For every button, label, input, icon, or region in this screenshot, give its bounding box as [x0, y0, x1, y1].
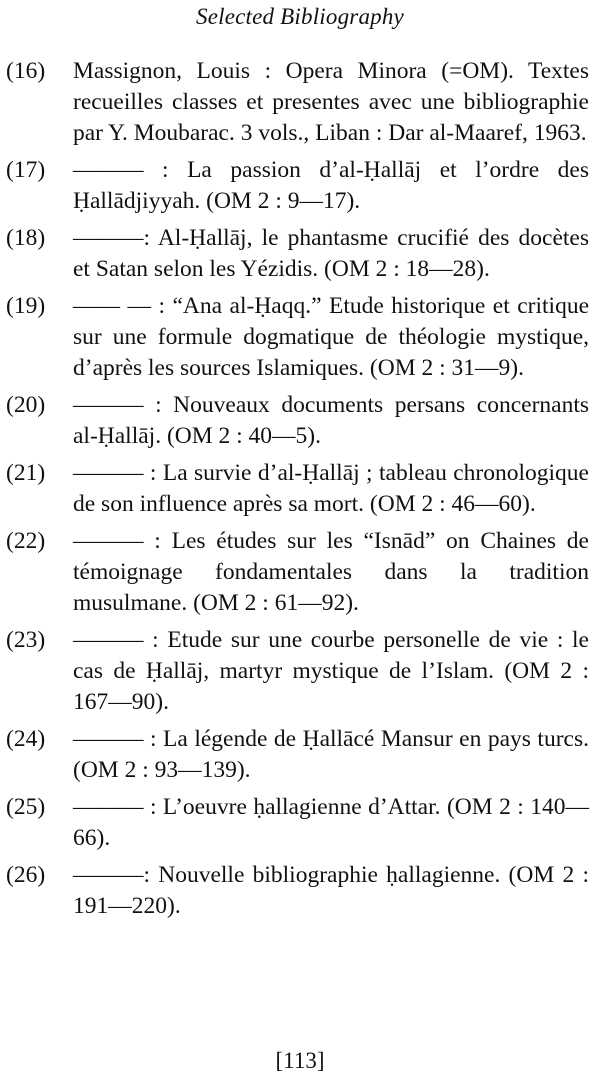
entry-text: ——— : Les études sur les “Isnād” on Chaines de témoignage fondamentales dans la tradition musulmane. (OM 2 : 61—92). — [73, 528, 589, 616]
entry-text: ——— : Etude sur une courbe personelle de vie : le cas de Ḥallāj, martyr mystique de l’Islam. (OM 2 : 167—90). — [73, 627, 589, 715]
entry-number: (21) — [6, 460, 46, 486]
bibliography-list — [0, 56, 600, 928]
entry-number: (22) — [6, 528, 46, 554]
bibliography-entry — [0, 625, 600, 718]
bibliography-entry — [0, 223, 600, 285]
bibliography-entry — [0, 56, 600, 149]
entry-text: ———: Al-Ḥallāj, le phantasme crucifié des docètes et Satan selon les Yézidis. (OM 2 : 18—28). — [73, 225, 589, 282]
entry-text: ——— : L’oeuvre ḥallagienne d’Attar. (OM 2 : 140—66). — [73, 794, 589, 851]
entry-text: ———: Nouvelle bibliographie ḥallagienne. (OM 2 : 191—220). — [73, 862, 589, 919]
entry-number: (25) — [6, 794, 46, 820]
entry-text: ——— : La passion d’al-Ḥallāj et l’ordre des Ḥallādjiyyah. (OM 2 : 9—17). — [73, 157, 589, 214]
bibliography-entry — [0, 458, 600, 520]
bibliography-entry — [0, 155, 600, 217]
entry-number: (20) — [6, 392, 46, 418]
entry-number: (26) — [6, 862, 46, 888]
bibliography-entry — [0, 526, 600, 619]
running-head: Selected Bibliography — [196, 4, 404, 29]
entry-number: (16) — [6, 58, 46, 84]
entry-text: Massignon, Louis : Opera Minora (=OM). Textes recueilles classes et presentes avec une bibliographie par Y. Moubarac. 3 vols., Liban : Dar al-Maaref, 1963. — [73, 58, 589, 146]
entry-text: ——— : Nouveaux documents persans concernants al-Ḥallāj. (OM 2 : 40—5). — [73, 392, 589, 449]
entry-number: (18) — [6, 225, 46, 251]
entry-number: (19) — [6, 293, 46, 319]
bibliography-entry — [0, 792, 600, 854]
page-number: [113] — [275, 1048, 325, 1073]
entry-text: ——— : La légende de Ḥallācé Mansur en pays turcs. (OM 2 : 93—139). — [73, 726, 589, 783]
bibliography-entry — [0, 724, 600, 786]
entry-number: (17) — [6, 157, 46, 183]
entry-number: (24) — [6, 726, 46, 752]
bibliography-entry — [0, 390, 600, 452]
bibliography-entry — [0, 291, 600, 384]
entry-text: —— — : “Ana al-Ḥaqq.” Etude historique et critique sur une formule dogmatique de théologie mystique, d’après les sources Islamiques. (OM 2 : 31—9). — [73, 293, 589, 381]
entry-number: (23) — [6, 627, 46, 653]
bibliography-entry — [0, 860, 600, 922]
entry-text: ——— : La survie d’al-Ḥallāj ; tableau chronologique de son influence après sa mort. (OM 2 : 46—60). — [73, 460, 589, 517]
